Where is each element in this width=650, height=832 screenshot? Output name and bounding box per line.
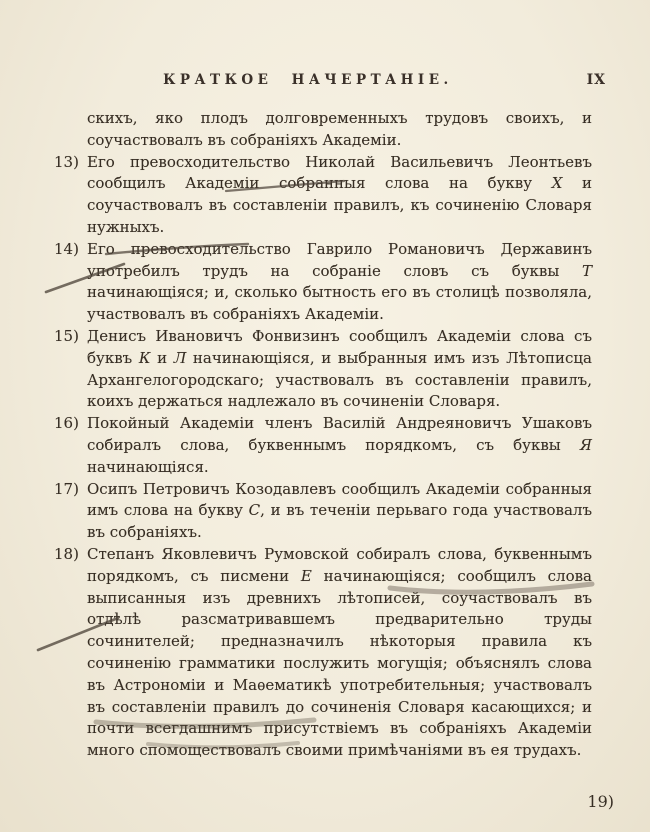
paragraph-number bbox=[54, 108, 87, 152]
paragraph-text bbox=[87, 152, 592, 239]
italic-letter: Л bbox=[173, 348, 187, 367]
paragraph-number: 18) bbox=[54, 544, 79, 563]
italic-letter: Т bbox=[581, 261, 592, 280]
paragraph-text bbox=[87, 479, 592, 544]
text-segment: и соучаствовалъ въ составленіи правилъ, къ сочиненію Словаря нужныхъ. bbox=[87, 174, 592, 236]
running-title: КРАТКОЕ НАЧЕРТАНІЕ. bbox=[163, 72, 453, 88]
text-segment: Его превосходительство Гаврило Романовичъ Державинъ употребилъ трудъ на собраніе словъ съ буквы bbox=[87, 239, 592, 280]
text-segment: Осипъ Петровичъ Козодавлевъ сообщилъ Академіи собранныя имъ слова на букву bbox=[87, 479, 592, 520]
paragraph-list bbox=[54, 108, 592, 762]
text-segment: начинающіяся; сообщилъ слова выписанныя изъ древнихъ лѣтописей, соучаствовалъ въ отдѣлѣ разсматривавшемъ предварительно труды сочинителей; предназначилъ нѣкоторыя правила къ сочиненію грамматики послужить могущія; объяснялъ слова въ Астрономіи и Маѳематикѣ употребительныя; участвовалъ въ составленіи правилъ до сочиненія Словаря касающихся; и почти всегдашнимъ присутствіемъ въ собраніяхъ Академіи много спомоществовалъ своими примѣчаніями въ ея трудахъ. bbox=[87, 566, 592, 760]
text-segment: Его превосходительство Николай Васильевичъ Леонтьевъ сообщилъ Академіи собранныя слова на букву bbox=[87, 152, 592, 193]
text-segment: начинающіяся. bbox=[87, 457, 209, 476]
catchword: 19) bbox=[587, 792, 614, 811]
paragraph-text bbox=[87, 239, 592, 326]
paragraph bbox=[54, 239, 592, 326]
italic-letter: К bbox=[138, 348, 151, 367]
paragraph-number: 14) bbox=[54, 239, 79, 258]
paragraph-text bbox=[87, 108, 592, 152]
paragraph-number: 13) bbox=[54, 152, 79, 171]
paragraph bbox=[54, 108, 592, 152]
text-segment: начинающіяся, и выбранныя имъ изъ Лѣтописца Архангелогородскаго; участвовалъ въ составленіи правилъ, коихъ держаться надлежало въ сочиненіи Словаря. bbox=[87, 348, 592, 411]
paragraph bbox=[54, 152, 592, 239]
paragraph-number: 17) bbox=[54, 479, 79, 498]
italic-letter: С bbox=[248, 501, 261, 520]
paragraph-number: 16) bbox=[54, 414, 79, 433]
text-segment: Покойный Академіи членъ Василій Андреяновичъ Ушаковъ собиралъ слова, буквеннымъ порядкомъ, съ буквы bbox=[87, 414, 592, 454]
italic-letter: Е bbox=[300, 566, 312, 585]
text-segment: скихъ, яко плодъ долговременныхъ трудовъ своихъ, и соучаствовалъ въ собраніяхъ Академіи. bbox=[87, 109, 592, 149]
paragraph bbox=[54, 544, 592, 762]
paragraph-text bbox=[87, 413, 592, 478]
paragraph-text bbox=[87, 544, 592, 762]
paragraph bbox=[54, 413, 592, 478]
text-segment: Денисъ Ивановичъ Фонвизинъ сообщилъ Академіи слова съ буквъ bbox=[87, 326, 592, 367]
paragraph bbox=[54, 326, 592, 413]
text-segment: начинающіяся; и, сколько бытность его въ столицѣ позволяла, участвовалъ въ собраніяхъ Академіи. bbox=[87, 283, 592, 324]
text-segment: , и въ теченіи перьваго года участвовалъ въ собраніяхъ. bbox=[87, 501, 592, 542]
italic-letter: Х bbox=[551, 174, 563, 193]
italic-letter: Я bbox=[579, 435, 592, 454]
text-segment: Степанъ Яковлевичъ Румовской собиралъ слова, буквеннымъ порядкомъ, съ писмени bbox=[87, 544, 592, 585]
paragraph-number: 15) bbox=[54, 326, 79, 345]
page-header bbox=[54, 72, 606, 94]
paragraph bbox=[54, 479, 592, 544]
text-segment: и bbox=[150, 348, 174, 367]
page-number: IX bbox=[586, 72, 606, 88]
paragraph-text bbox=[87, 326, 592, 413]
